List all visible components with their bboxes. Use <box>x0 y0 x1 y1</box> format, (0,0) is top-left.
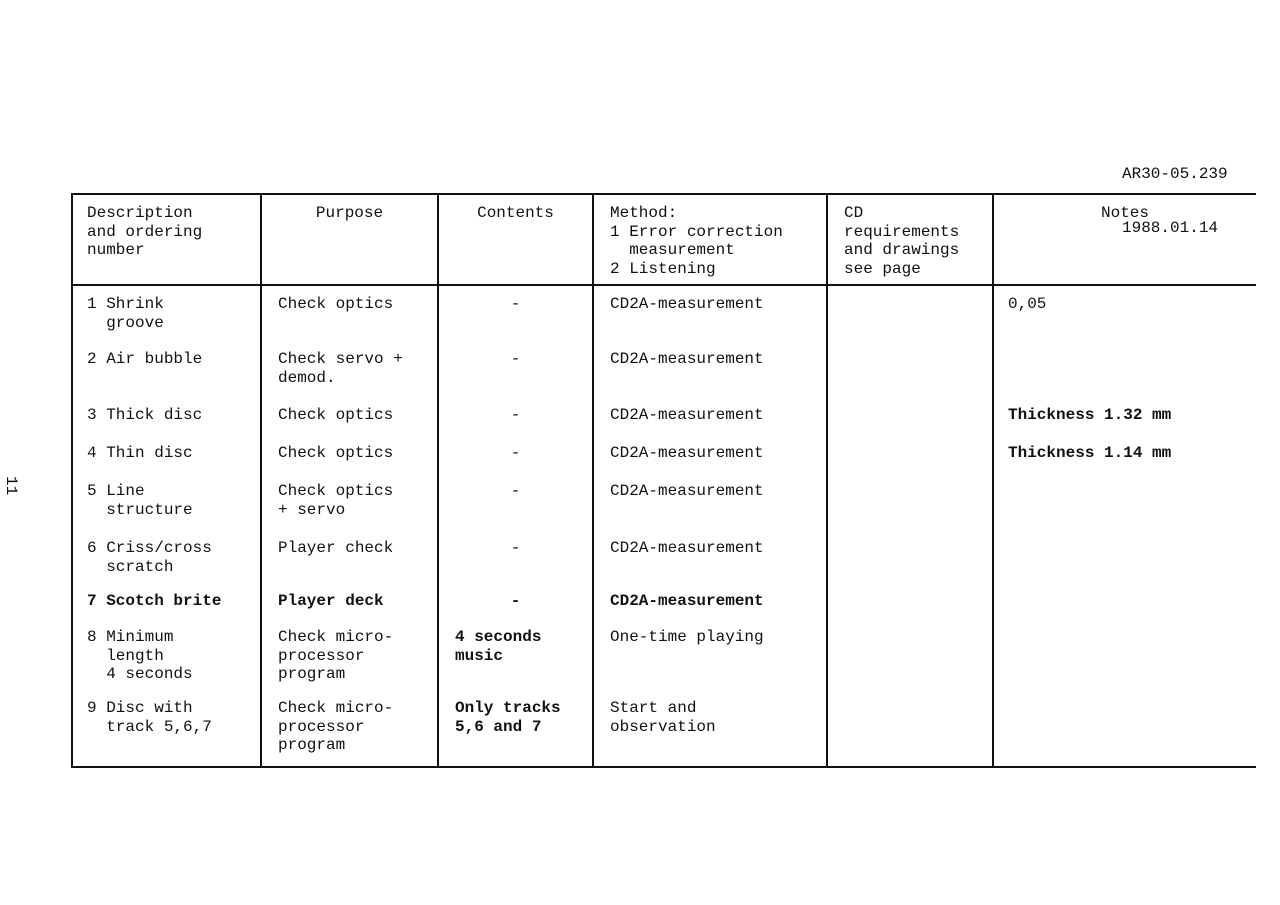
cell-method: CD2A-measurement <box>593 397 827 435</box>
cell-method: Start and observation <box>593 693 827 767</box>
cell-contents: - <box>438 285 593 341</box>
table-row <box>72 586 1256 622</box>
cell-description: 7 Scotch brite <box>72 586 261 622</box>
cell-method: CD2A-measurement <box>593 586 827 622</box>
cell-purpose: Check optics + servo <box>261 473 438 530</box>
document-number: AR30-05.239 <box>1122 165 1228 183</box>
cell-cd-requirements <box>827 397 993 435</box>
cell-description: 3 Thick disc <box>72 397 261 435</box>
cell-contents: - <box>438 397 593 435</box>
cell-notes <box>993 530 1256 586</box>
cell-method: CD2A-measurement <box>593 285 827 341</box>
cell-notes <box>993 586 1256 622</box>
cell-description: 6 Criss/cross scratch <box>72 530 261 586</box>
cell-method: CD2A-measurement <box>593 435 827 473</box>
cell-cd-requirements <box>827 341 993 397</box>
table-row <box>72 693 1256 767</box>
cell-contents: - <box>438 473 593 530</box>
cell-method: CD2A-measurement <box>593 341 827 397</box>
table-header <box>72 194 1256 285</box>
cell-description: 5 Line structure <box>72 473 261 530</box>
cell-cd-requirements <box>827 586 993 622</box>
cell-notes <box>993 622 1256 693</box>
cell-cd-requirements <box>827 285 993 341</box>
side-page-number: 11 <box>2 476 20 496</box>
document-date: 1988.01.14 <box>1122 219 1219 237</box>
cell-notes: Thickness 1.32 mm <box>993 397 1256 435</box>
cell-method: CD2A-measurement <box>593 530 827 586</box>
cell-contents: 4 seconds music <box>438 622 593 693</box>
cell-purpose: Check servo + demod. <box>261 341 438 397</box>
table-body <box>72 285 1256 767</box>
cell-description: 1 Shrink groove <box>72 285 261 341</box>
table-row <box>72 530 1256 586</box>
table-row <box>72 622 1256 693</box>
cell-purpose: Player check <box>261 530 438 586</box>
header-row <box>72 194 1256 285</box>
cell-purpose: Check optics <box>261 435 438 473</box>
table-row <box>72 435 1256 473</box>
column-header-cd-requirements: CD requirements and drawings see page <box>827 194 993 285</box>
column-header-method: Method: 1 Error correction measurement 2 Listening <box>593 194 827 285</box>
cell-cd-requirements <box>827 473 993 530</box>
cell-contents: - <box>438 435 593 473</box>
column-header-description: Description and ordering number <box>72 194 261 285</box>
column-header-notes: Notes <box>993 194 1256 285</box>
column-header-purpose: Purpose <box>261 194 438 285</box>
cell-purpose: Player deck <box>261 586 438 622</box>
table-row <box>72 285 1256 341</box>
cell-cd-requirements <box>827 693 993 767</box>
cell-contents: - <box>438 586 593 622</box>
cell-description: 2 Air bubble <box>72 341 261 397</box>
test-disc-table <box>71 193 1256 768</box>
cell-description: 8 Minimum length 4 seconds <box>72 622 261 693</box>
cell-notes <box>993 473 1256 530</box>
cell-cd-requirements <box>827 435 993 473</box>
cell-description: 9 Disc with track 5,6,7 <box>72 693 261 767</box>
cell-cd-requirements <box>827 622 993 693</box>
cell-purpose: Check micro- processor program <box>261 622 438 693</box>
cell-notes <box>993 693 1256 767</box>
cell-notes <box>993 341 1256 397</box>
cell-contents: - <box>438 341 593 397</box>
table-row <box>72 397 1256 435</box>
cell-purpose: Check optics <box>261 397 438 435</box>
cell-purpose: Check micro- processor program <box>261 693 438 767</box>
cell-method: CD2A-measurement <box>593 473 827 530</box>
cell-contents: - <box>438 530 593 586</box>
cell-notes: Thickness 1.14 mm <box>993 435 1256 473</box>
cell-cd-requirements <box>827 530 993 586</box>
cell-purpose: Check optics <box>261 285 438 341</box>
table-row <box>72 341 1256 397</box>
cell-method: One-time playing <box>593 622 827 693</box>
column-header-contents: Contents <box>438 194 593 285</box>
cell-description: 4 Thin disc <box>72 435 261 473</box>
test-disc-table-wrapper <box>71 193 1255 768</box>
cell-notes: 0,05 <box>993 285 1256 341</box>
cell-contents: Only tracks 5,6 and 7 <box>438 693 593 767</box>
table-row <box>72 473 1256 530</box>
